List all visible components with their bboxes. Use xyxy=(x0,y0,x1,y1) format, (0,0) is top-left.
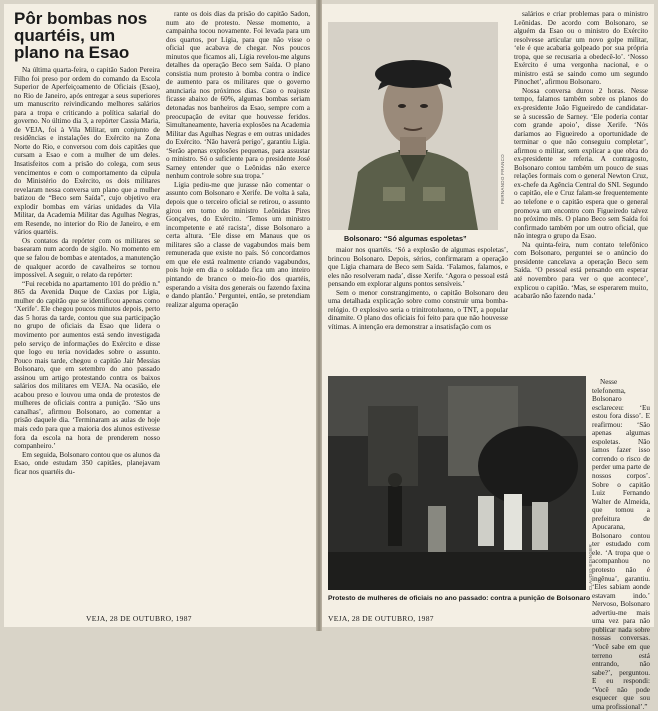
bolsonaro-portrait-photo xyxy=(328,22,498,230)
portrait-caption: Bolsonaro: “Só algumas espoletas” xyxy=(344,234,467,243)
paragraph: maior nos quartéis. ‘Só a explosão de algumas espoletas’, brincou Bolsonaro. Depois, sérios, confirmaram a operação que Lígia chamara de Beco sem Saída. ‘Falamos, falamos, e eles não resolveram nada’, disse Xerife. ‘Agora o pessoal está pensando em explorar alguns pontos sensíveis.’ xyxy=(328,246,508,289)
paragraph: Em seguida, Bolsonaro contou que os alunos da Esao, onde estudam 350 capitães, planejavam ficar nos quartéis du- xyxy=(14,450,160,476)
paragraph: rante os dois dias da prisão do capitão Sadon, num ato de protesto. Nesse momento, a campainha tocou novamente. Foi levada para um dos quartos, por Lígia, para que não visse o oficial que acabava de chegar. Nos poucos minutos que ficamos ali, Lígia revelou-me alguns detalhes da operação Beco sem Saída. O plano consistia num protesto à bomba contra o índice de aumento para os militares que o governo anunciaria nos próximos dias. Caso o reajuste ficasse abaixo de 60%, algumas bombas seriam detonadas nos banheiros da Esao, sempre com a preocupação de evitar que houvesse feridos. Simultaneamente, haveria explosões na Academia Militar das Agulhas Negras e em outras unidades do Exército. ‘Não haverá perigo’, garantiu Lígia. ‘Serão apenas explosões pequenas, para assustar o ministro. Só o suficiente para o presidente José Sarney entender que o Leônidas não exerce nenhum controle sobre sua tropa.’ xyxy=(166,10,310,181)
paragraph: Lígia pediu-me que jurasse não comentar o assunto com Bolsonaro e Xerife. De volta à sala, depois que o terceiro oficial se retirou, o assunto girou em torno do ministro Leônidas Pires Gonçalves, do Exército. ‘Temos um ministro incompetente e até racista’, disse Bolsonaro a certa altura. ‘Ele disse em Manaus que os militares são a classe de vagabundos mais bem remunerada que existe no país. Só concordamos em que ele está realmente criando vagabundos, pois hoje em dia o soldado fica um ano inteiro pintando de branco o meio-fio dos quartéis, esperando a visita dos generais ou fazendo faxina e dando plantão.’ Perguntei, então, se pretendiam realizar alguma operação xyxy=(166,180,310,309)
portrait-photo-credit: FERNANDO FRANCO xyxy=(500,154,505,205)
article-headline: Pôr bombas nos quartéis, um plano na Esao xyxy=(14,9,148,62)
column-3 xyxy=(328,246,508,372)
column-4 xyxy=(514,10,648,376)
paragraph: Nesse telefonema, Bolsonaro esclareceu: ‘Eu estou fora disso’. E reafirmou: ‘São apenas algumas espoletas. Não íamos fazer isso correndo o risco de perder uma parte de nossos corpos’. Sobre o capitão Luiz Fernando Walter de Almeida, que tomou a prefeitura de Apucarana, Bolsonaro contou ter estudado com ele. ‘A tropa que o acompanhou no protesto não é ingênua’, garantiu. ‘Eles sabiam aonde estavam indo.’ Nervoso, Bolsonaro advertiu-me mais uma vez para não publicar nada sobre nossas conversas. ‘Você sabe em que terreno está entrando, não sabe?’, perguntou. E eu respondi: ‘Você não pode esquecer que sou uma profissional’.” xyxy=(592,378,650,711)
paragraph: Os contatos da repórter com os militares se basearam num acordo de sigilo. No momento em que se falou de bombas e atentados, a manutenção de qualquer acordo de cavalheiros se tornou impossível. A seguir, o relato da repórter: xyxy=(14,236,160,280)
page-footer-right: VEJA, 28 DE OUTUBRO, 1987 xyxy=(328,614,434,623)
paragraph: salários e criar problemas para o ministro Leônidas. De acordo com Bolsonaro, se alguém da Esao ou o ministro do Exército resolvesse articular um novo golpe militar, ‘ele é que acabaria golpeado por sua própria tropa, que se recusaria a obedecê-lo’. ‘Nosso Exército é uma vergonha nacional, e o ministro está se saindo como um segundo Pinochet’, afirmou Bolsonaro. xyxy=(514,10,648,87)
paragraph: Na quinta-feira, num contato telefônico com Bolsonaro, perguntei se o anúncio do presidente cancelava a operação Beco sem Saída. ‘O pessoal está pensando em esperar até novembro para ver o que acontece’, explicou o capitão. ‘Mas, se esperarem muito, acabarão não fazendo nada.’ xyxy=(514,240,648,301)
column-2 xyxy=(166,10,310,604)
paragraph: “Fui recebida no apartamento 101 do prédio n.º 865 da Avenida Duque de Caxias por Lígia, mulher do capitão que se identificou apenas como ‘Xerife’. Ele chegou poucos minutos depois, perto das 5 horas da tarde, contou que sua participação no grupo de oficiais da Esao que lidera o movimento por aumentos está sendo investigada pelo serviço de informações do Exército e disse que logo eu teria novidades sobre o assunto. Pouco mais tarde, chegou o capitão Jair Messias Bolsonaro, que em setembro do ano passado assinou um artigo protestando contra os baixos salários dos militares em VEJA. Na ocasião, ele acabou preso e louvou uma onda de protestos de mulheres de oficiais contra a punição. ‘São uns canalhas’, afirmou Bolsonaro, ao comentar a prisão daquele dia. ‘Terminaram as aulas de hoje mais cedo para que a maioria dos alunos estivesse fora da escola na hora de prenderem nosso companheiro.’ xyxy=(14,279,160,451)
protest-caption: Protesto de mulheres de oficiais no ano passado: contra a punição de Bolsonaro xyxy=(328,595,591,602)
left-page xyxy=(4,4,316,627)
portrait-image xyxy=(328,22,498,230)
column-1 xyxy=(14,66,160,604)
paragraph: Sem o menor constrangimento, o capitão Bolsonaro deu uma detalhada explicação sobre como construir uma bomba-relógio. O explosivo seria o trinitrotolueno, o TNT, a popular dinamite. O plano dos oficiais foi feito para que não houvesse vítimas. A intenção era demonstrar a insatisfação com os xyxy=(328,288,508,331)
protest-photo xyxy=(328,376,586,590)
protest-image xyxy=(328,376,586,590)
paragraph: Nossa conversa durou 2 horas. Nesse tempo, falamos também sobre os planos do ex-presidente João Figueiredo de candidatar-se à sucessão de Sarney. ‘Ele poderia contar com grande apoio’, disse Xerife. ‘Nós daríamos ao Figueiredo a oportunidade de terminar o que não conseguiu completar’, afirmou o militar, sem explicar a que obra do ex-presidente se referia. A contragosto, Bolsonaro contou também um pouco de suas relações formais com o general Newton Cruz, ex-chefe da Agência Central do SNI. Segundo o capitão, ele e Cruz falam-se frequentemente ao telefone e o capitão espera que o general promova um encontro com Figueiredo talvez no próximo mês. O plano Beco sem Saída foi confirmado também por um outro oficial, que não integra o grupo da Esao. xyxy=(514,86,648,241)
protest-photo-credit: CLAUDIO EDINGER xyxy=(588,544,593,591)
column-4-continued xyxy=(592,378,650,711)
right-page xyxy=(322,4,654,711)
paragraph: Na última quarta-feira, o capitão Sadon Pereira Filho foi preso por ordem do comando da Escola Superior de Aperfeiçoamento de Oficiais (Esao), no Rio de Janeiro, após entregar a seus superiores um manuscrito reivindicando melhores salários para a tropa e criticando a política salarial do governo. No último dia 3, a repórter Cassia Maria, de VEJA, foi à Vila Militar, um conjunto de residências e instalações do Exército na Zona Norte do Rio, e conversou com dois capitães que cursam a Esao e com a mulher de um deles. Insatisfeitos com a prisão do colega, com seus vencimentos e com o comportamento da cúpula do Ministério do Exército, os dois militares revelaram nessa conversa um plano que a mulher batizou de “Beco sem Saída”, cujo objetivo era explodir bombas em várias unidades da Vila Militar, da Academia Militar das Agulhas Negras, em Resende, no interior do Rio de Janeiro, e em vários quartéis. xyxy=(14,66,160,237)
page-footer-left: VEJA, 28 DE OUTUBRO, 1987 xyxy=(86,614,192,623)
